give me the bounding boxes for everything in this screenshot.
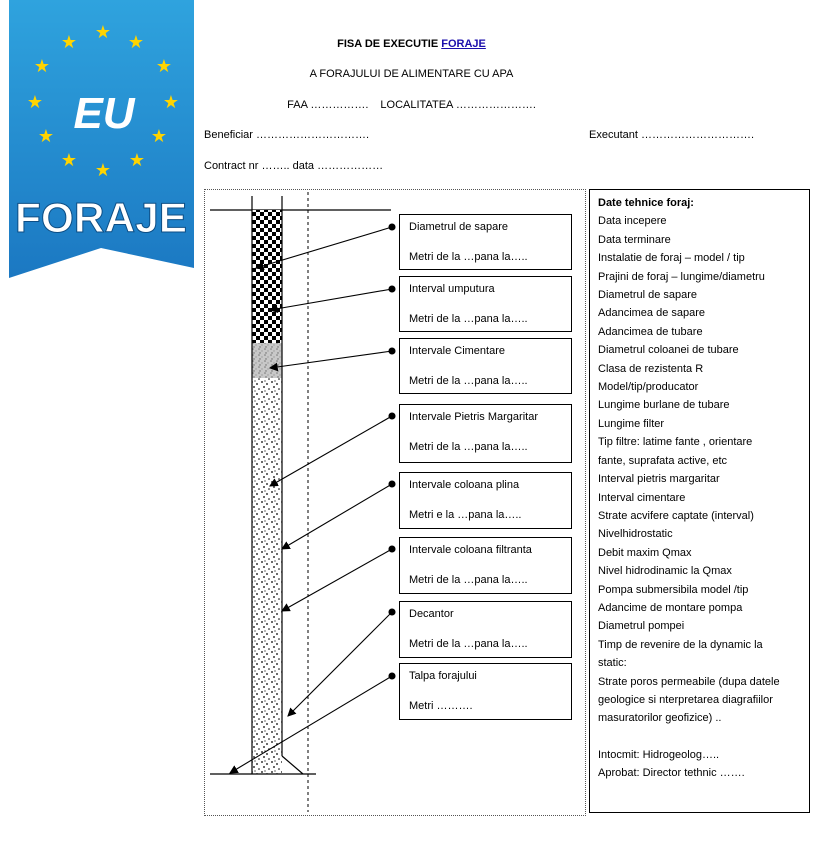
- tech-line: Data incepere: [598, 215, 667, 228]
- tech-line: fante, suprafata active, etc: [598, 454, 728, 467]
- label-box-cimentare: [399, 338, 572, 394]
- tech-line: Pompa submersibila model /tip: [598, 583, 749, 596]
- label-meters: Metri de la …pana la…..: [409, 313, 528, 325]
- tech-line: Adancime de montare pompa: [598, 601, 743, 614]
- faa-field: FAA …………….: [287, 99, 369, 111]
- tech-line: Data terminare: [598, 233, 671, 246]
- tech-line: Timp de revenire de la dynamic la: [598, 638, 763, 651]
- tech-line: Interval pietris margaritar: [598, 473, 720, 486]
- tech-line: static:: [598, 657, 627, 670]
- tech-line: Debit maxim Qmax: [598, 546, 692, 559]
- tech-line: Adancimea de sapare: [598, 307, 706, 320]
- svg-text:★: ★: [60, 32, 78, 53]
- fill-section: [252, 210, 282, 343]
- document-subtitle: A FORAJULUI DE ALIMENTARE CU APA: [309, 68, 514, 80]
- svg-text:★: ★: [162, 92, 180, 113]
- label-title: Intervale Cimentare: [409, 345, 505, 357]
- label-meters: Metri de la …pana la…..: [409, 638, 528, 650]
- cement-section: [252, 343, 282, 378]
- svg-text:★: ★: [150, 126, 168, 147]
- tech-line: Prajini de foraj – lungime/diametru: [598, 270, 765, 283]
- label-box-umputura: [399, 276, 572, 332]
- svg-text:★: ★: [127, 32, 145, 53]
- label-title: Intervale coloana plina: [409, 479, 520, 491]
- title-text: FISA DE EXECUTIE: [337, 38, 442, 50]
- tech-line: Interval cimentare: [598, 491, 686, 504]
- label-box-talpa: [399, 663, 572, 720]
- label-title: Interval umputura: [409, 283, 495, 295]
- tech-line: Model/tip/producator: [598, 381, 699, 394]
- label-title: Diametrul de sapare: [409, 221, 509, 233]
- label-title: Intervale coloana filtranta: [409, 544, 532, 556]
- label-box-diametru-sapare: [399, 214, 572, 270]
- svg-text:★: ★: [155, 56, 173, 77]
- label-meters: Metri de la …pana la…..: [409, 251, 528, 263]
- foraje-link[interactable]: FORAJE: [441, 38, 486, 50]
- tech-line: Lungime filter: [598, 417, 665, 430]
- tech-line: geologice si nterpretarea diagrafiilor: [598, 693, 773, 706]
- svg-text:★: ★: [60, 150, 78, 171]
- label-meters: Metri de la …pana la…..: [409, 375, 528, 387]
- tech-line: Clasa de rezistenta R: [598, 362, 704, 375]
- tech-line: Tip filtre: latime fante , orientare: [598, 436, 753, 449]
- svg-text:★: ★: [26, 92, 44, 113]
- technical-data-panel: [589, 189, 810, 813]
- tech-line: Strate acvifere captate (interval): [598, 509, 754, 522]
- svg-text:EU: EU: [73, 89, 135, 138]
- label-title: Decantor: [409, 608, 454, 620]
- tech-line: Diametrul de sapare: [598, 289, 698, 302]
- label-box-decantor: [399, 601, 572, 658]
- tech-line: Strate poros permeabile (dupa datele: [598, 675, 780, 688]
- label-meters: Metri de la …pana la…..: [409, 441, 528, 453]
- label-title: Intervale Pietris Margaritar: [409, 411, 538, 423]
- label-box-coloana-filtranta: [399, 537, 572, 594]
- tech-line: Nivelhidrostatic: [598, 528, 673, 541]
- tech-line: Nivel hidrodinamic la Qmax: [598, 565, 732, 578]
- tech-line: Diametrul coloanei de tubare: [598, 344, 739, 357]
- executant-field: Executant ………………………….: [589, 129, 755, 141]
- gravel-section: [252, 378, 282, 774]
- label-title: Talpa forajului: [409, 670, 477, 682]
- svg-text:★: ★: [94, 22, 112, 43]
- technical-data-heading: Date tehnice foraj:: [598, 197, 694, 209]
- aprobat-line: Aprobat: Director tethnic …….: [598, 767, 745, 780]
- tech-line: masuratorilor geofizice) ..: [598, 712, 722, 725]
- label-meters: Metri ……….: [409, 700, 473, 712]
- label-box-coloana-plina: [399, 472, 572, 529]
- svg-text:★: ★: [128, 150, 146, 171]
- svg-text:★: ★: [94, 160, 112, 181]
- svg-text:FORAJE: FORAJE: [15, 194, 187, 241]
- svg-text:★: ★: [37, 126, 55, 147]
- label-box-pietris: [399, 404, 572, 463]
- tech-line: Diametrul pompei: [598, 620, 685, 633]
- label-meters: Metri de la …pana la…..: [409, 574, 528, 586]
- label-meters: Metri e la …pana la…..: [409, 509, 522, 521]
- tech-line: Adancimea de tubare: [598, 325, 703, 338]
- beneficiar-field: Beneficiar ………………………….: [204, 129, 370, 141]
- tech-line: Lungime burlane de tubare: [598, 399, 730, 412]
- tech-line: Instalatie de foraj – model / tip: [598, 252, 745, 265]
- svg-text:★: ★: [33, 56, 51, 77]
- contract-field: Contract nr …….. data ………………: [204, 160, 384, 172]
- intocmit-line: Intocmit: Hidrogeolog…..: [598, 748, 720, 761]
- localitatea-field: LOCALITATEA ………………….: [380, 99, 536, 111]
